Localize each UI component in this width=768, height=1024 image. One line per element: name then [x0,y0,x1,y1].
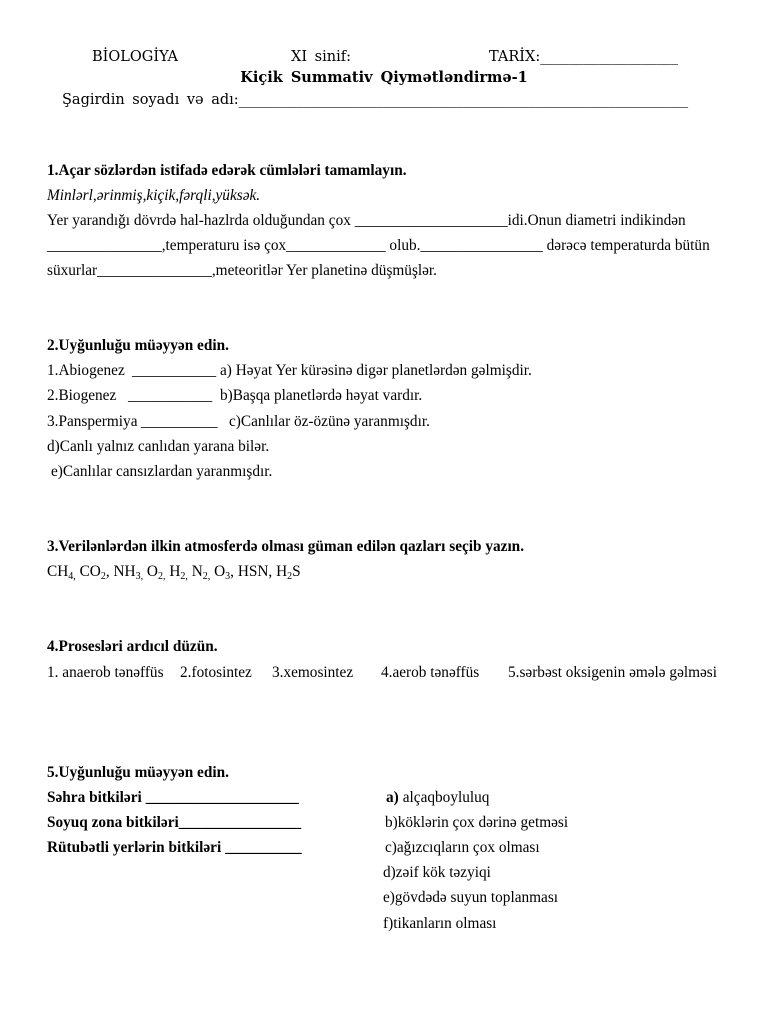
matching-row [0,409,768,434]
matching-option: e)Canlılar cansızlardan yaranmışdır. [51,462,273,480]
matching-blank: ___________ [132,362,217,380]
matching-term: 1.Abiogenez [47,362,125,380]
formula-tail: S [292,563,301,581]
student-name-label: Şagirdin soyadı və adı: [62,92,239,108]
matching-option: b)Başqa planetlərdə həyat vardır. [220,387,423,405]
section1-sentence-line: Yer yarandığı dövrdə hal-hazlrda olduğundan çox ____________________idi.Onun diametri indikindən [47,211,686,229]
section4-heading: 4.Prosesləri ardıcıl düzün. [47,638,218,656]
process-list [0,660,768,685]
process-item: 3.xemosintez [272,663,354,681]
matching-row [0,358,768,383]
formula-main: N [191,563,203,581]
plant-option [383,860,491,885]
student-name-blank: ______________________________________________________________ [238,92,689,108]
option-text: ağızcıqların çox olması [396,839,540,857]
plant-option-row [0,911,768,936]
section3-heading: 3.Verilənlərdən ilkin atmosferdə olması güman edilən qazları seçib yazın. [47,538,525,555]
plant-option-row [0,860,768,885]
option-text: gövdədə suyun toplanması [394,889,559,907]
plant-option-row [0,885,768,910]
formula-main: HSN [237,563,269,581]
formula-tail: , [230,563,238,581]
plant-group [47,810,301,835]
plant-match-row [0,810,768,835]
process-item: 2.fotosintez [180,663,252,681]
plant-group-blank: ____________________ [145,789,299,806]
formula-main: O [214,563,226,581]
formula-tail: , [105,563,114,581]
formula-subscript: 2, [202,571,211,583]
section1-keywords: Minlərl,ərinmiş,kiçik,fərqli,yüksək. [47,186,261,204]
option-text: köklərin çox dərinə getməsi [397,814,569,832]
section1-sentence-line: süxurlar_______________,meteoritlər Yer planetinə düşmüşlər. [47,261,438,279]
option-text: alçaqboyluluq [402,789,490,806]
plant-match-row [0,835,768,860]
option-marker: b) [385,814,398,832]
process-item: 5.sərbəst oksigenin əmələ gəlməsi [508,663,718,681]
formula-main: O [146,563,158,581]
option-text: tikanların olması [393,914,497,932]
option-marker: a) [386,789,399,806]
formula-main: CH [47,563,69,581]
plant-group-label: Səhra bitkiləri [47,789,142,806]
process-item: 1. anaerob tənəffüs [47,663,164,681]
option-text: zəif kök təzyiqi [395,864,491,882]
formula-main: H [169,563,181,581]
matching-option: c)Canlılar öz-özünə yaranmışdır. [229,412,430,430]
student-name-field [62,88,688,112]
formula-main: CO [79,563,101,581]
option-marker: e) [383,889,395,907]
option-marker: f) [383,914,394,932]
matching-option: d)Canlı yalnız canlıdan yarana bilər. [47,437,270,455]
matching-term: 2.Biogenez [47,387,117,405]
gas-formula-list [47,559,301,584]
date-label: TARİX: [489,49,541,65]
process-item: 4.aerob tənəffüs [381,663,480,681]
matching-term: 3.Panspermiya [47,412,138,430]
formula-subscript: 3, [135,571,144,583]
grade-label: XI sinif: [291,49,351,65]
formula-subscript: 2 [100,571,106,583]
section1-heading: 1.Açar sözlərdən istifadə edərək cümlələri tamamlayın. [47,161,407,179]
section1-sentence-line: _______________,temperaturu isə çox_____________ olub.________________ dərəcə temperaturda bütün [47,236,710,254]
formula-subscript: 2, [180,571,188,583]
plant-option [385,835,540,860]
plant-option [383,885,558,910]
formula-main: H [276,563,288,581]
page-title: Kiçik Summativ Qiymətləndirmə-1 [240,69,528,86]
formula-subscript: 3 [225,571,231,583]
matching-row [0,383,768,408]
plant-group-label: Rütubətli yerlərin bitkiləri [47,839,222,857]
option-marker: d) [383,864,396,882]
plant-option [385,810,568,835]
matching-blank: ___________ [128,387,213,405]
plant-group [47,835,302,860]
section2-heading: 2.Uyğunluğu müəyyən edin. [47,337,229,355]
plant-group-label: Soyuq zona bitkiləri [47,814,179,832]
plant-match-row [0,785,768,810]
section5-heading: 5.Uyğunluğu müəyyən edin. [47,763,229,781]
plant-group-blank: __________ [225,839,302,857]
date-blank: ___________________ [540,49,678,65]
plant-group-blank: ________________ [178,814,302,832]
formula-subscript: 2 [287,571,293,583]
plant-option [383,911,496,936]
plant-option [386,785,489,810]
matching-option: a) Həyat Yer kürəsinə digər planetlərdən gəlmişdir. [220,362,532,380]
matching-blank: __________ [141,412,218,430]
formula-main: NH [113,563,136,581]
formula-tail: , [268,563,277,581]
option-marker: c) [385,839,397,857]
formula-subscript: 2, [157,571,166,583]
formula-subscript: 4, [68,571,76,583]
plant-group [47,785,299,810]
subject-title: BİOLOGİYA [92,49,179,65]
